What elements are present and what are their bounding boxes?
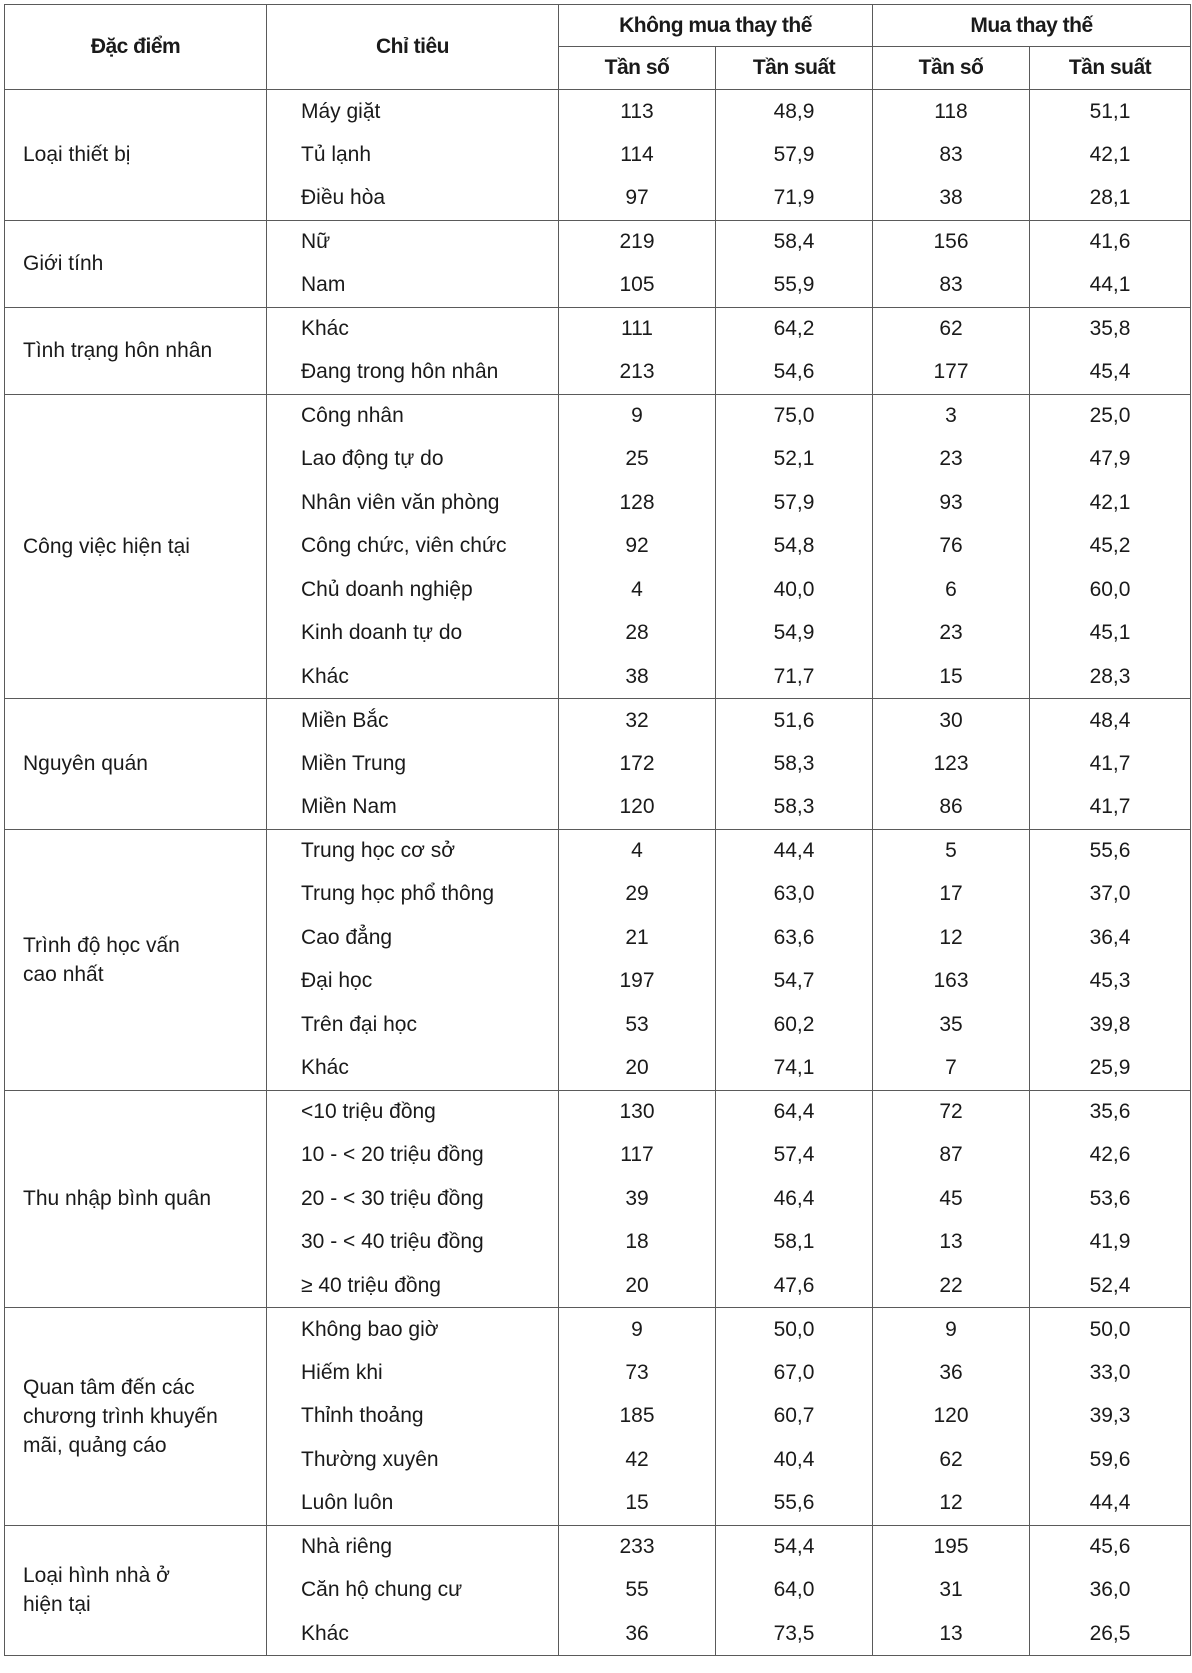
rate-no-replace-cell: 63,6 <box>716 916 873 960</box>
rate-replace-cell: 48,4 <box>1030 699 1191 743</box>
freq-no-replace-cell: 73 <box>559 1351 716 1395</box>
freq-no-replace-cell: 185 <box>559 1395 716 1439</box>
header-group-no-replace: Không mua thay thế <box>559 5 873 47</box>
indicator-cell: Công nhân <box>267 394 559 438</box>
table-body <box>5 90 1191 1656</box>
freq-replace-cell: 15 <box>873 655 1030 699</box>
indicator-cell: Không bao giờ <box>267 1308 559 1352</box>
freq-no-replace-cell: 4 <box>559 829 716 873</box>
rate-no-replace-cell: 58,1 <box>716 1221 873 1265</box>
header-rate-no-replace: Tần suất <box>716 47 873 90</box>
rate-replace-cell: 59,6 <box>1030 1438 1191 1482</box>
indicator-cell: Lao động tự do <box>267 438 559 482</box>
indicator-cell: Thỉnh thoảng <box>267 1395 559 1439</box>
rate-replace-cell: 52,4 <box>1030 1264 1191 1308</box>
rate-no-replace-cell: 58,4 <box>716 220 873 264</box>
freq-no-replace-cell: 20 <box>559 1047 716 1091</box>
indicator-cell: Công chức, viên chức <box>267 525 559 569</box>
indicator-cell: Miền Bắc <box>267 699 559 743</box>
freq-replace-cell: 83 <box>873 133 1030 177</box>
indicator-cell: Nhân viên văn phòng <box>267 481 559 525</box>
freq-no-replace-cell: 197 <box>559 960 716 1004</box>
characteristic-cell: Nguyên quán <box>5 699 267 830</box>
rate-replace-cell: 45,2 <box>1030 525 1191 569</box>
rate-replace-cell: 41,6 <box>1030 220 1191 264</box>
table-header <box>5 5 1191 90</box>
indicator-cell: Trung học cơ sở <box>267 829 559 873</box>
rate-replace-cell: 50,0 <box>1030 1308 1191 1352</box>
characteristic-cell: Thu nhập bình quân <box>5 1090 267 1308</box>
freq-no-replace-cell: 114 <box>559 133 716 177</box>
rate-no-replace-cell: 74,1 <box>716 1047 873 1091</box>
rate-replace-cell: 60,0 <box>1030 568 1191 612</box>
freq-no-replace-cell: 15 <box>559 1482 716 1526</box>
freq-replace-cell: 23 <box>873 612 1030 656</box>
rate-no-replace-cell: 44,4 <box>716 829 873 873</box>
table-row <box>5 90 1191 134</box>
freq-no-replace-cell: 36 <box>559 1612 716 1656</box>
rate-replace-cell: 25,9 <box>1030 1047 1191 1091</box>
table-row <box>5 1090 1191 1134</box>
freq-replace-cell: 120 <box>873 1395 1030 1439</box>
indicator-cell: Hiếm khi <box>267 1351 559 1395</box>
indicator-cell: Máy giặt <box>267 90 559 134</box>
rate-no-replace-cell: 47,6 <box>716 1264 873 1308</box>
rate-no-replace-cell: 60,7 <box>716 1395 873 1439</box>
table-row <box>5 220 1191 264</box>
rate-no-replace-cell: 57,4 <box>716 1134 873 1178</box>
freq-replace-cell: 72 <box>873 1090 1030 1134</box>
freq-replace-cell: 87 <box>873 1134 1030 1178</box>
freq-no-replace-cell: 92 <box>559 525 716 569</box>
freq-replace-cell: 13 <box>873 1221 1030 1265</box>
freq-replace-cell: 23 <box>873 438 1030 482</box>
rate-no-replace-cell: 71,9 <box>716 177 873 221</box>
freq-no-replace-cell: 4 <box>559 568 716 612</box>
freq-no-replace-cell: 55 <box>559 1569 716 1613</box>
rate-replace-cell: 39,3 <box>1030 1395 1191 1439</box>
freq-no-replace-cell: 117 <box>559 1134 716 1178</box>
table-row <box>5 394 1191 438</box>
rate-replace-cell: 35,8 <box>1030 307 1191 351</box>
survey-table <box>4 4 1191 1656</box>
freq-replace-cell: 93 <box>873 481 1030 525</box>
freq-no-replace-cell: 20 <box>559 1264 716 1308</box>
rate-no-replace-cell: 48,9 <box>716 90 873 134</box>
table-row <box>5 699 1191 743</box>
rate-replace-cell: 37,0 <box>1030 873 1191 917</box>
rate-no-replace-cell: 71,7 <box>716 655 873 699</box>
table-row <box>5 1525 1191 1569</box>
rate-no-replace-cell: 64,0 <box>716 1569 873 1613</box>
freq-no-replace-cell: 105 <box>559 264 716 308</box>
freq-replace-cell: 30 <box>873 699 1030 743</box>
rate-replace-cell: 47,9 <box>1030 438 1191 482</box>
indicator-cell: Trên đại học <box>267 1003 559 1047</box>
indicator-cell: Trung học phổ thông <box>267 873 559 917</box>
rate-no-replace-cell: 64,2 <box>716 307 873 351</box>
freq-no-replace-cell: 18 <box>559 1221 716 1265</box>
freq-replace-cell: 38 <box>873 177 1030 221</box>
freq-replace-cell: 31 <box>873 1569 1030 1613</box>
freq-no-replace-cell: 97 <box>559 177 716 221</box>
rate-replace-cell: 53,6 <box>1030 1177 1191 1221</box>
freq-no-replace-cell: 9 <box>559 394 716 438</box>
header-rate-replace: Tần suất <box>1030 47 1191 90</box>
freq-replace-cell: 163 <box>873 960 1030 1004</box>
rate-no-replace-cell: 50,0 <box>716 1308 873 1352</box>
header-freq-no-replace: Tần số <box>559 47 716 90</box>
rate-replace-cell: 45,4 <box>1030 351 1191 395</box>
rate-no-replace-cell: 51,6 <box>716 699 873 743</box>
rate-no-replace-cell: 75,0 <box>716 394 873 438</box>
indicator-cell: Miền Nam <box>267 786 559 830</box>
freq-replace-cell: 86 <box>873 786 1030 830</box>
freq-replace-cell: 45 <box>873 1177 1030 1221</box>
table-row <box>5 307 1191 351</box>
freq-no-replace-cell: 29 <box>559 873 716 917</box>
freq-no-replace-cell: 130 <box>559 1090 716 1134</box>
freq-replace-cell: 35 <box>873 1003 1030 1047</box>
header-group-replace: Mua thay thế <box>873 5 1191 47</box>
characteristic-cell: Loại hình nhà ở hiện tại <box>5 1525 267 1656</box>
header-indicator: Chỉ tiêu <box>267 5 559 90</box>
rate-replace-cell: 42,6 <box>1030 1134 1191 1178</box>
freq-no-replace-cell: 113 <box>559 90 716 134</box>
freq-replace-cell: 118 <box>873 90 1030 134</box>
rate-replace-cell: 51,1 <box>1030 90 1191 134</box>
indicator-cell: Điều hòa <box>267 177 559 221</box>
rate-replace-cell: 42,1 <box>1030 481 1191 525</box>
freq-replace-cell: 195 <box>873 1525 1030 1569</box>
rate-no-replace-cell: 57,9 <box>716 481 873 525</box>
indicator-cell: Thường xuyên <box>267 1438 559 1482</box>
rate-no-replace-cell: 58,3 <box>716 786 873 830</box>
characteristic-cell: Tình trạng hôn nhân <box>5 307 267 394</box>
freq-no-replace-cell: 213 <box>559 351 716 395</box>
rate-replace-cell: 25,0 <box>1030 394 1191 438</box>
rate-no-replace-cell: 54,7 <box>716 960 873 1004</box>
rate-no-replace-cell: 73,5 <box>716 1612 873 1656</box>
rate-no-replace-cell: 54,4 <box>716 1525 873 1569</box>
indicator-cell: Khác <box>267 1047 559 1091</box>
freq-replace-cell: 3 <box>873 394 1030 438</box>
indicator-cell: Luôn luôn <box>267 1482 559 1526</box>
freq-no-replace-cell: 111 <box>559 307 716 351</box>
freq-no-replace-cell: 219 <box>559 220 716 264</box>
rate-no-replace-cell: 55,6 <box>716 1482 873 1526</box>
indicator-cell: <10 triệu đồng <box>267 1090 559 1134</box>
freq-replace-cell: 36 <box>873 1351 1030 1395</box>
freq-replace-cell: 22 <box>873 1264 1030 1308</box>
freq-replace-cell: 6 <box>873 568 1030 612</box>
characteristic-cell: Công việc hiện tại <box>5 394 267 699</box>
indicator-cell: 30 - < 40 triệu đồng <box>267 1221 559 1265</box>
rate-no-replace-cell: 63,0 <box>716 873 873 917</box>
freq-replace-cell: 156 <box>873 220 1030 264</box>
freq-replace-cell: 9 <box>873 1308 1030 1352</box>
indicator-cell: Miền Trung <box>267 742 559 786</box>
freq-replace-cell: 62 <box>873 1438 1030 1482</box>
indicator-cell: Nhà riêng <box>267 1525 559 1569</box>
rate-replace-cell: 41,9 <box>1030 1221 1191 1265</box>
indicator-cell: Căn hộ chung cư <box>267 1569 559 1613</box>
freq-replace-cell: 5 <box>873 829 1030 873</box>
indicator-cell: Tủ lạnh <box>267 133 559 177</box>
rate-replace-cell: 45,1 <box>1030 612 1191 656</box>
header-characteristic: Đặc điểm <box>5 5 267 90</box>
indicator-cell: Khác <box>267 1612 559 1656</box>
freq-no-replace-cell: 53 <box>559 1003 716 1047</box>
rate-no-replace-cell: 64,4 <box>716 1090 873 1134</box>
rate-no-replace-cell: 46,4 <box>716 1177 873 1221</box>
rate-no-replace-cell: 40,0 <box>716 568 873 612</box>
freq-no-replace-cell: 21 <box>559 916 716 960</box>
table-row <box>5 829 1191 873</box>
rate-replace-cell: 42,1 <box>1030 133 1191 177</box>
indicator-cell: Đang trong hôn nhân <box>267 351 559 395</box>
freq-no-replace-cell: 32 <box>559 699 716 743</box>
rate-replace-cell: 41,7 <box>1030 742 1191 786</box>
indicator-cell: Đại học <box>267 960 559 1004</box>
rate-replace-cell: 45,3 <box>1030 960 1191 1004</box>
rate-replace-cell: 36,4 <box>1030 916 1191 960</box>
rate-replace-cell: 44,4 <box>1030 1482 1191 1526</box>
characteristic-cell: Trình độ học vấn cao nhất <box>5 829 267 1090</box>
rate-replace-cell: 45,6 <box>1030 1525 1191 1569</box>
freq-replace-cell: 83 <box>873 264 1030 308</box>
indicator-cell: Khác <box>267 307 559 351</box>
table-row <box>5 1308 1191 1352</box>
freq-no-replace-cell: 28 <box>559 612 716 656</box>
freq-replace-cell: 76 <box>873 525 1030 569</box>
rate-no-replace-cell: 40,4 <box>716 1438 873 1482</box>
freq-no-replace-cell: 128 <box>559 481 716 525</box>
rate-replace-cell: 26,5 <box>1030 1612 1191 1656</box>
rate-replace-cell: 33,0 <box>1030 1351 1191 1395</box>
indicator-cell: Khác <box>267 655 559 699</box>
rate-replace-cell: 39,8 <box>1030 1003 1191 1047</box>
rate-no-replace-cell: 54,8 <box>716 525 873 569</box>
rate-no-replace-cell: 58,3 <box>716 742 873 786</box>
rate-replace-cell: 36,0 <box>1030 1569 1191 1613</box>
freq-no-replace-cell: 42 <box>559 1438 716 1482</box>
freq-no-replace-cell: 25 <box>559 438 716 482</box>
freq-replace-cell: 62 <box>873 307 1030 351</box>
rate-replace-cell: 55,6 <box>1030 829 1191 873</box>
freq-replace-cell: 177 <box>873 351 1030 395</box>
freq-replace-cell: 7 <box>873 1047 1030 1091</box>
rate-no-replace-cell: 67,0 <box>716 1351 873 1395</box>
characteristic-cell: Loại thiết bị <box>5 90 267 221</box>
freq-no-replace-cell: 233 <box>559 1525 716 1569</box>
indicator-cell: Kinh doanh tự do <box>267 612 559 656</box>
freq-replace-cell: 13 <box>873 1612 1030 1656</box>
freq-no-replace-cell: 9 <box>559 1308 716 1352</box>
freq-replace-cell: 12 <box>873 1482 1030 1526</box>
characteristic-cell: Giới tính <box>5 220 267 307</box>
freq-replace-cell: 17 <box>873 873 1030 917</box>
freq-no-replace-cell: 172 <box>559 742 716 786</box>
indicator-cell: Nam <box>267 264 559 308</box>
indicator-cell: 20 - < 30 triệu đồng <box>267 1177 559 1221</box>
rate-replace-cell: 28,1 <box>1030 177 1191 221</box>
indicator-cell: Nữ <box>267 220 559 264</box>
indicator-cell: Chủ doanh nghiệp <box>267 568 559 612</box>
rate-no-replace-cell: 54,6 <box>716 351 873 395</box>
rate-no-replace-cell: 60,2 <box>716 1003 873 1047</box>
indicator-cell: Cao đẳng <box>267 916 559 960</box>
rate-no-replace-cell: 57,9 <box>716 133 873 177</box>
header-freq-replace: Tần số <box>873 47 1030 90</box>
freq-no-replace-cell: 39 <box>559 1177 716 1221</box>
freq-replace-cell: 123 <box>873 742 1030 786</box>
indicator-cell: ≥ 40 triệu đồng <box>267 1264 559 1308</box>
rate-no-replace-cell: 52,1 <box>716 438 873 482</box>
indicator-cell: 10 - < 20 triệu đồng <box>267 1134 559 1178</box>
document-page <box>4 4 1191 1656</box>
rate-replace-cell: 41,7 <box>1030 786 1191 830</box>
freq-replace-cell: 12 <box>873 916 1030 960</box>
characteristic-cell: Quan tâm đến các chương trình khuyến mãi, quảng cáo <box>5 1308 267 1526</box>
freq-no-replace-cell: 38 <box>559 655 716 699</box>
rate-no-replace-cell: 54,9 <box>716 612 873 656</box>
rate-replace-cell: 44,1 <box>1030 264 1191 308</box>
rate-no-replace-cell: 55,9 <box>716 264 873 308</box>
freq-no-replace-cell: 120 <box>559 786 716 830</box>
rate-replace-cell: 28,3 <box>1030 655 1191 699</box>
rate-replace-cell: 35,6 <box>1030 1090 1191 1134</box>
